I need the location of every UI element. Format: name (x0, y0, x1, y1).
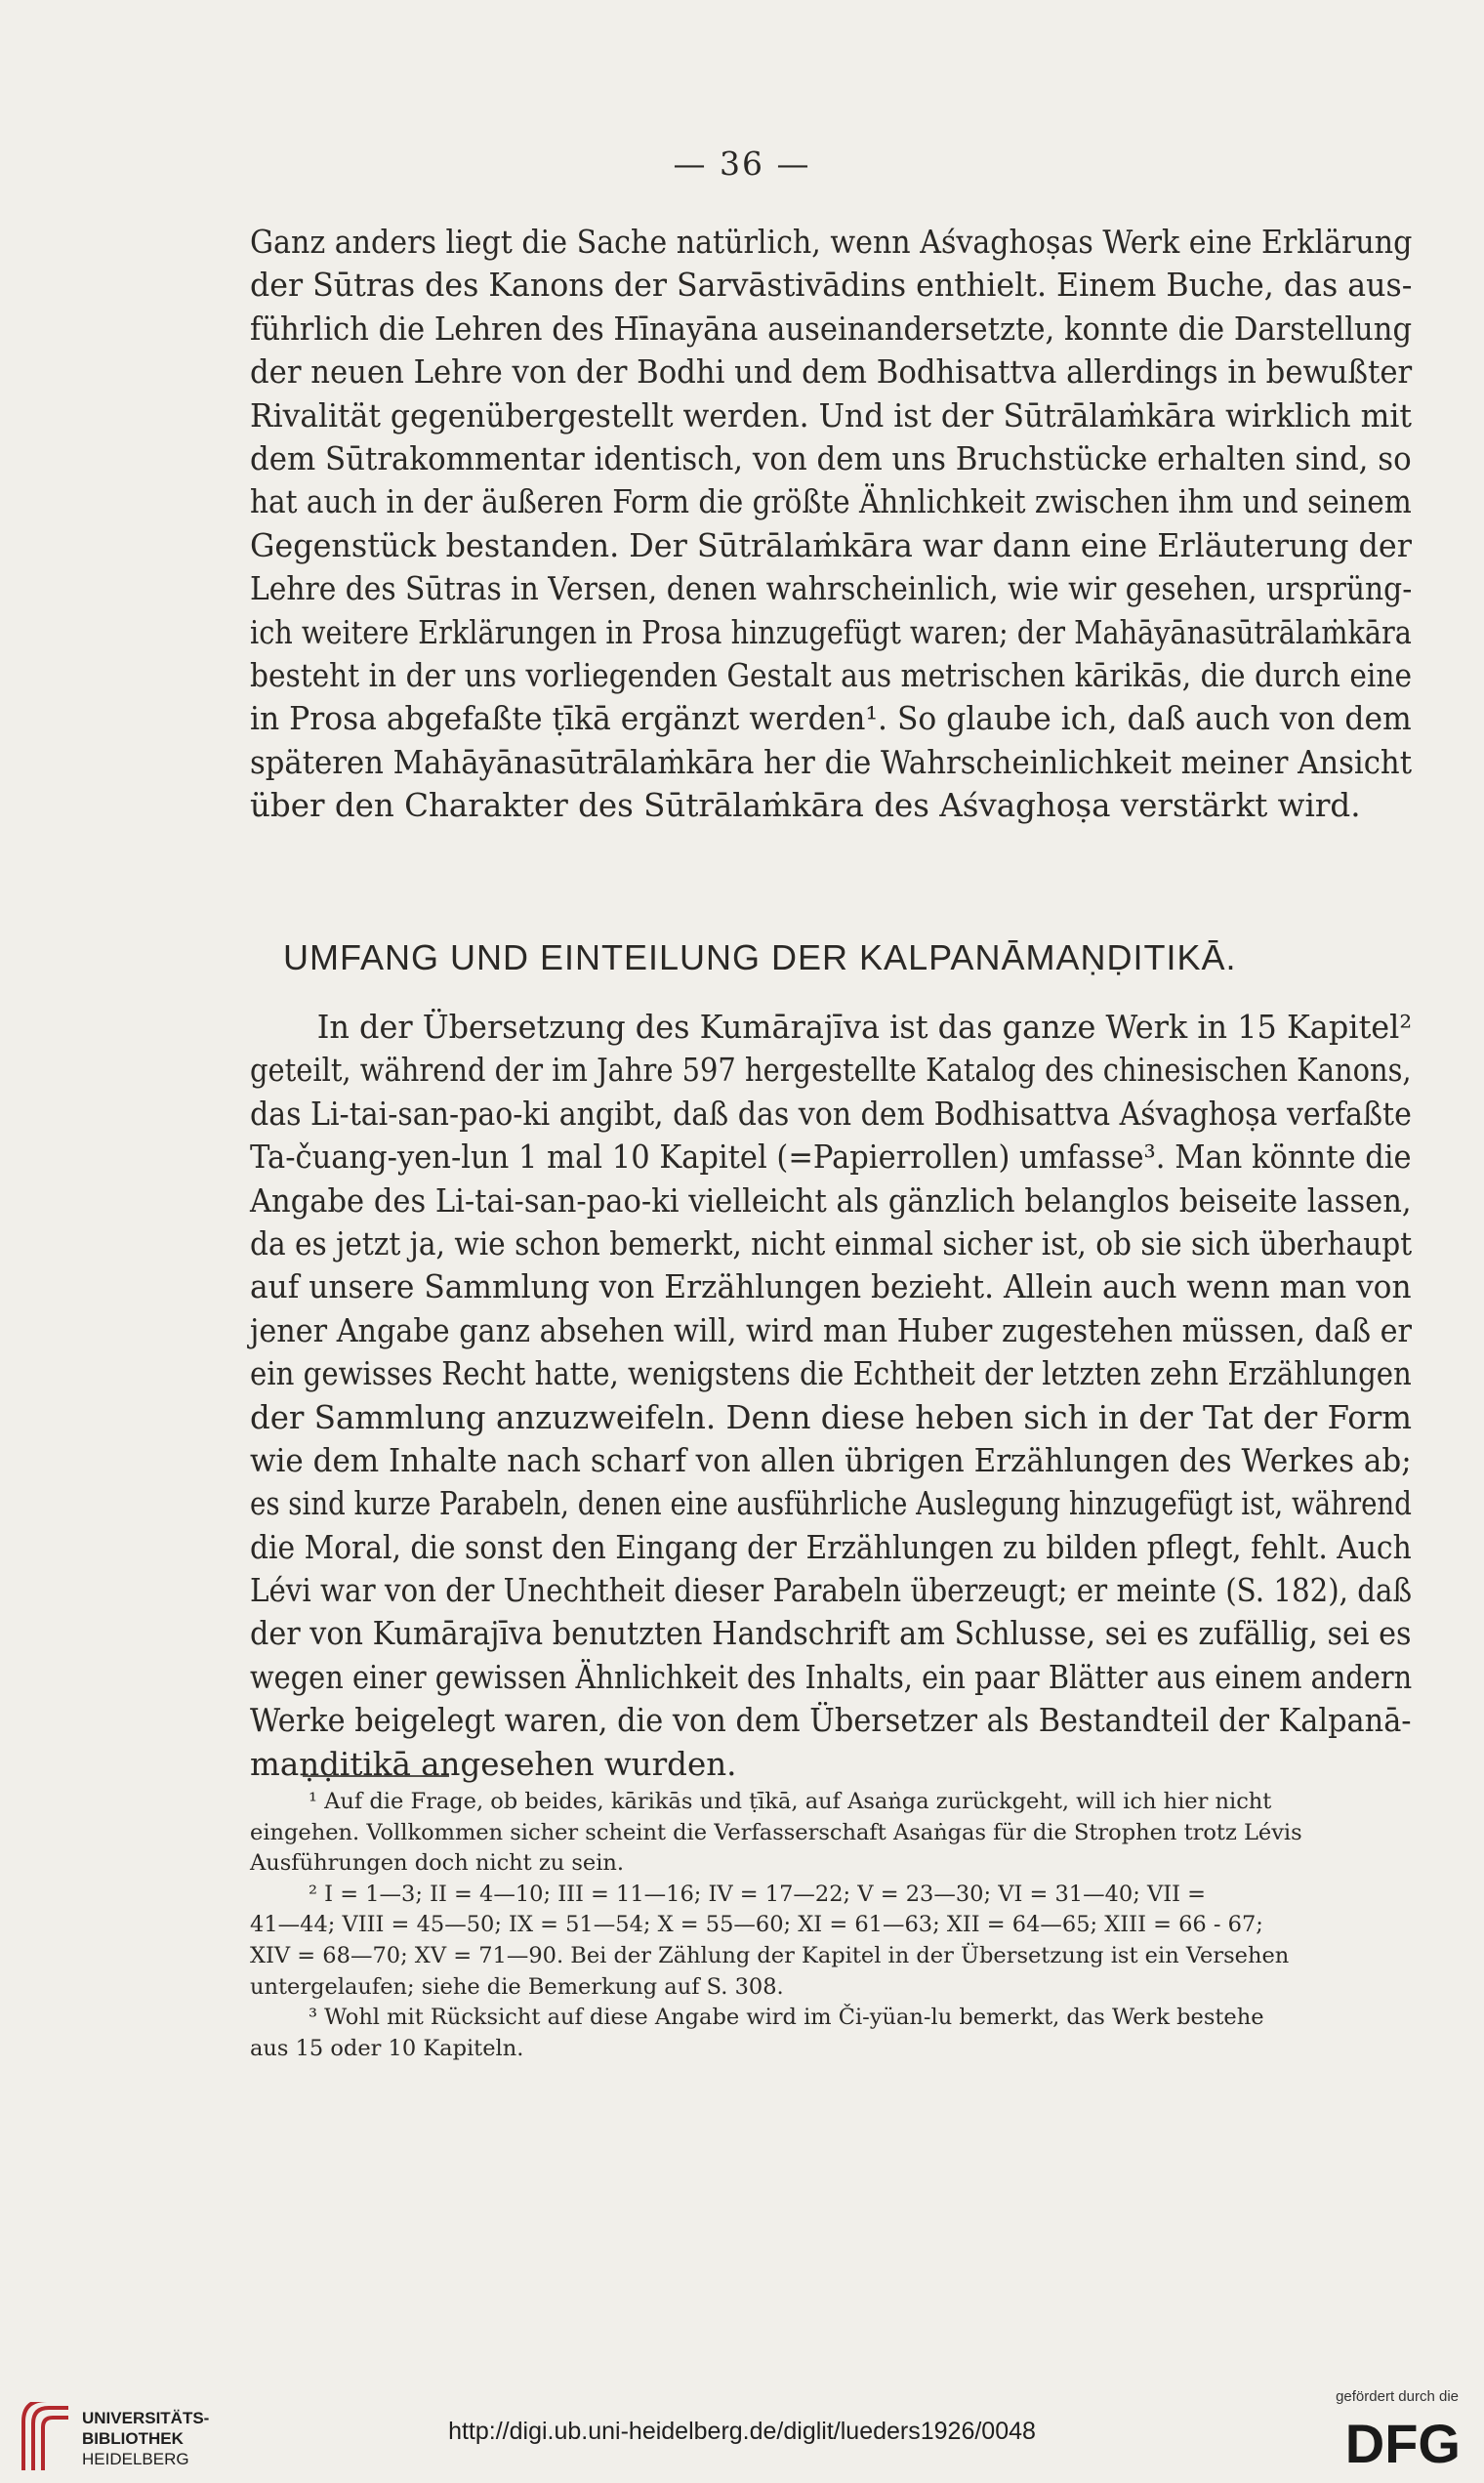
text-line: Werke beigelegt waren, die von dem Übersetzer als Bestandteil der Kalpanā- (250, 1702, 1412, 1740)
text-line: Lévi war von der Unechtheit dieser Parabeln überzeugt; er meinte (S. 182), daß (250, 1572, 1413, 1610)
text-line: auf unsere Sammlung von Erzählungen bezieht. Allein auch wenn man von (250, 1268, 1412, 1306)
text-line: da es jetzt ja, wie schon bemerkt, nicht einmal sicher ist, ob sie sich überhaupt (250, 1224, 1413, 1262)
text-line: wegen einer gewissen Ähnlichkeit des Inhalts, ein paar Blätter aus einem andern (250, 1658, 1413, 1696)
page-number: — 36 — (673, 145, 811, 183)
footnote-line: eingehen. Vollkommen sicher scheint die Verfasserschaft Asaṅgas für die Strophen trotz Lévis (250, 1819, 1302, 1845)
text-line: über den Charakter des Sūtrālaṁkāra des Aśvaghoṣa verstärkt wird. (250, 787, 1361, 825)
body-paragraph-2 (250, 1006, 1412, 1786)
text-line: Angabe des Li-tai-san-pao-ki vielleicht als gänzlich belanglos beiseite lassen, (250, 1181, 1412, 1220)
footnote-line: ³ Wohl mit Rücksicht auf diese Angabe wird im Či-yüan-lu bemerkt, das Werk bestehe (309, 2005, 1264, 2031)
text-line: Lehre des Sūtras in Versen, denen wahrscheinlich, wie wir gesehen, ursprüng- (250, 570, 1413, 608)
text-line: maṇḍitikā angesehen wurden. (250, 1745, 737, 1783)
library-name-line: UNIVERSITÄTS- (82, 2409, 210, 2427)
text-line: in Prosa abgefaßte ṭīkā ergänzt werden¹. So glaube ich, daß auch von dem (250, 700, 1412, 738)
sponsor-caption: gefördert durch die (1336, 2388, 1459, 2405)
footnote-line: Ausführungen doch nicht zu sein. (250, 1850, 625, 1877)
text-line: Rivalität gegenübergestellt werden. Und ist der Sūtrālaṁkāra wirklich mit (250, 396, 1413, 435)
text-line: ein gewisses Recht hatte, wenigstens die Echtheit der letzten zehn Erzählungen (250, 1355, 1412, 1393)
text-line: der neuen Lehre von der Bodhi und dem Bodhisattva allerdings in bewußter (250, 353, 1413, 392)
footer-bar (0, 2382, 1484, 2483)
footnote-line: aus 15 oder 10 Kapiteln. (250, 2035, 524, 2061)
library-name-line: BIBLIOTHEK (82, 2429, 184, 2448)
text-line: hat auch in der äußeren Form die größte Ähnlichkeit zwischen ihm und seinem (250, 483, 1412, 521)
text-line: In der Übersetzung des Kumārajīva ist das ganze Werk in 15 Kapitel² (316, 1009, 1413, 1046)
text-line: Gegenstück bestanden. Der Sūtrālaṁkāra war dann eine Erläuterung der (250, 526, 1412, 564)
text-line: Ta-čuang-yen-lun 1 mal 10 Kapitel (=Papierrollen) umfasse³. Man könnte die (250, 1138, 1412, 1177)
footnote-line: untergelaufen; siehe die Bemerkung auf S. 308. (250, 1973, 784, 2000)
text-line: ich weitere Erklärungen in Prosa hinzugefügt waren; der Mahāyānasūtrālaṁkāra (250, 613, 1412, 651)
footnotes (250, 1787, 1412, 2064)
footnote-line: ² I = 1—3; II = 4—10; III = 11—16; IV = 17—22; V = 23—30; VI = 31—40; VII = (309, 1881, 1207, 1907)
text-line: wie dem Inhalte nach scharf von allen übrigen Erzählungen des Werkes ab; (250, 1441, 1412, 1479)
text-line: besteht in der uns vorliegenden Gestalt aus metrischen kārikās, die durch eine (250, 656, 1412, 694)
text-line: der Sūtras des Kanons der Sarvāstivādins enthielt. Einem Buche, das aus- (250, 267, 1413, 305)
section-title: UMFANG UND EINTEILUNG DER KALPANĀMAṆḌITIKĀ. (283, 937, 1237, 977)
footnote-line: 41—44; VIII = 45—50; IX = 51—54; X = 55—60; XI = 61—63; XII = 64—65; XIII = 66 - 67; (250, 1912, 1263, 1938)
text-line: der von Kumārajīva benutzten Handschrift am Schlusse, sei es zufällig, sei es (250, 1615, 1412, 1653)
text-line: das Li-tai-san-pao-ki angibt, daß das von dem Bodhisattva Aśvaghoṣa verfaßte (250, 1095, 1412, 1133)
library-name-line: HEIDELBERG (82, 2450, 189, 2468)
body-paragraph-1 (250, 221, 1412, 827)
permalink-url[interactable]: http://digi.ub.uni-heidelberg.de/diglit/lueders1926/0048 (448, 2418, 1036, 2445)
text-line: führlich die Lehren des Hīnayāna auseinandersetzte, konnte die Darstellung (250, 310, 1413, 348)
text-line: jener Angabe ganz absehen will, wird man Huber zugestehen müssen, daß er (250, 1311, 1412, 1349)
footnote-line: ¹ Auf die Frage, ob beides, kārikās und ṭīkā, auf Asaṅga zurückgeht, will ich hier nicht (309, 1789, 1272, 1814)
text-line: es sind kurze Parabeln, denen eine ausführliche Auslegung hinzugefügt ist, während (250, 1485, 1412, 1523)
footnote-line: XIV = 68—70; XV = 71—90. Bei der Zählung der Kapitel in der Übersetzung ist ein Versehen (250, 1942, 1290, 1968)
dfg-logo-text: DFG (1344, 2413, 1461, 2470)
text-line: Ganz anders liegt die Sache natürlich, wenn Aśvaghoṣas Werk eine Erklärung (250, 224, 1413, 261)
text-line: dem Sūtrakommentar identisch, von dem uns Bruchstücke erhalten sind, so (250, 439, 1412, 477)
text-line: der Sammlung anzuzweifeln. Denn diese heben sich in der Tat der Form (250, 1398, 1412, 1436)
text-line: späteren Mahāyānasūtrālaṁkāra her die Wahrscheinlichkeit meiner Ansicht (250, 743, 1413, 781)
dfg-logo-icon (1314, 2412, 1461, 2470)
text-line: die Moral, die sonst den Eingang der Erzählungen zu bilden pflegt, fehlt. Auch (250, 1528, 1412, 1566)
text-line: geteilt, während der im Jahre 597 hergestellte Katalog des chinesischen Kanons, (250, 1052, 1412, 1090)
footnote-divider (303, 1775, 449, 1777)
